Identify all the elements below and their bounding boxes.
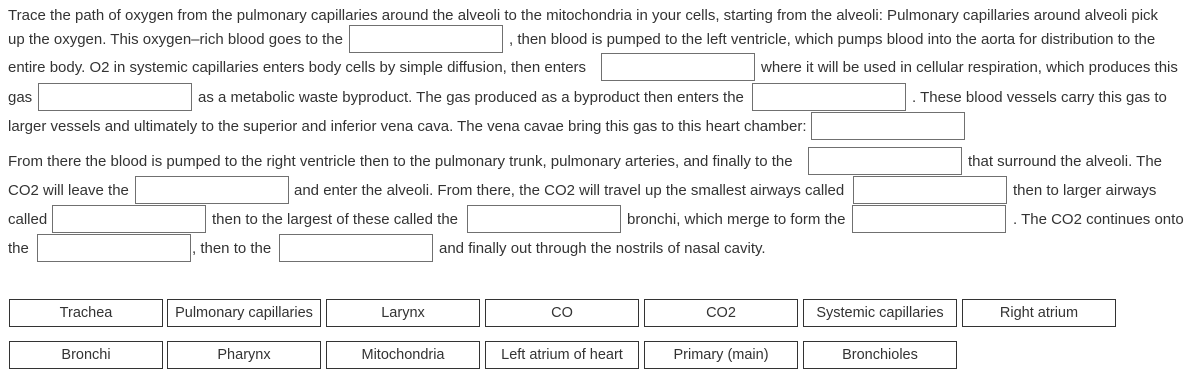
question-text: entire body. O2 in systemic capillaries enters body cells by simple diffusion, then enters	[8, 59, 587, 76]
word-tile[interactable]: Left atrium of heart	[485, 341, 639, 369]
question-text: . The CO2 continues onto	[1013, 211, 1184, 228]
question-text: that surround the alveoli. The	[968, 153, 1163, 170]
word-tile[interactable]: CO2	[644, 299, 798, 327]
question-text: and finally out through the nostrils of nasal cavity.	[439, 240, 766, 257]
word-tile[interactable]: Bronchi	[9, 341, 163, 369]
word-tile[interactable]: Pharynx	[167, 341, 321, 369]
question-text: , then blood is pumped to the left ventricle, which pumps blood into the aorta for distribution to the	[509, 31, 1156, 48]
answer-blank-11[interactable]	[852, 205, 1006, 233]
word-tile[interactable]: Right atrium	[962, 299, 1116, 327]
question-text: up the oxygen. This oxygen–rich blood goes to the	[8, 31, 343, 48]
question-text: Trace the path of oxygen from the pulmonary capillaries around the alveoli to the mitochondria in your cells, starting from the alveoli: Pulmonary capillaries around alveoli pick	[8, 7, 1159, 24]
word-tile[interactable]: Larynx	[326, 299, 480, 327]
question-text: From there the blood is pumped to the right ventricle then to the pulmonary trunk, pulmonary arteries, and finally to the	[8, 153, 793, 170]
answer-blank-3[interactable]	[38, 83, 192, 111]
question-text: the	[8, 240, 29, 257]
answer-blank-5[interactable]	[811, 112, 965, 140]
question-text: larger vessels and ultimately to the superior and inferior vena cava. The vena cavae bring this gas to this heart chamber:	[8, 118, 807, 135]
answer-blank-9[interactable]	[52, 205, 206, 233]
answer-blank-1[interactable]	[349, 25, 503, 53]
question-text: called	[8, 211, 48, 228]
answer-blank-6[interactable]	[808, 147, 962, 175]
question-text: bronchi, which merge to form the	[627, 211, 846, 228]
question-text: gas	[8, 89, 33, 106]
word-tile[interactable]: Systemic capillaries	[803, 299, 957, 327]
word-tile[interactable]: Trachea	[9, 299, 163, 327]
answer-blank-2[interactable]	[601, 53, 755, 81]
word-tile[interactable]: Bronchioles	[803, 341, 957, 369]
question-text: where it will be used in cellular respiration, which produces this	[761, 59, 1178, 76]
question-text: then to larger airways	[1013, 182, 1157, 199]
answer-blank-8[interactable]	[853, 176, 1007, 204]
answer-blank-12[interactable]	[37, 234, 191, 262]
question-text: and enter the alveoli. From there, the CO2 will travel up the smallest airways called	[294, 182, 845, 199]
word-tile[interactable]: Mitochondria	[326, 341, 480, 369]
question-text: CO2 will leave the	[8, 182, 129, 199]
answer-blank-10[interactable]	[467, 205, 621, 233]
answer-blank-13[interactable]	[279, 234, 433, 262]
question-text: , then to the	[192, 240, 272, 257]
answer-blank-7[interactable]	[135, 176, 289, 204]
word-tile[interactable]: Pulmonary capillaries	[167, 299, 321, 327]
answer-blank-4[interactable]	[752, 83, 906, 111]
word-tile[interactable]: CO	[485, 299, 639, 327]
question-text: then to the largest of these called the	[212, 211, 458, 228]
question-text: as a metabolic waste byproduct. The gas produced as a byproduct then enters the	[198, 89, 744, 106]
word-tile[interactable]: Primary (main)	[644, 341, 798, 369]
question-text: . These blood vessels carry this gas to	[912, 89, 1167, 106]
